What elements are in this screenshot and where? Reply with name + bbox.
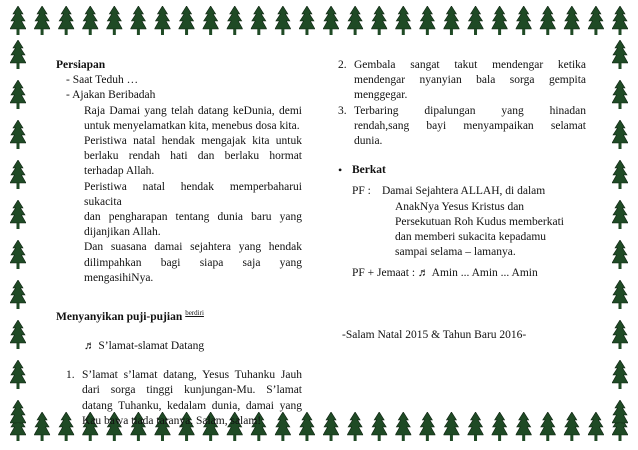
christmas-tree-icon — [612, 240, 628, 269]
christmas-tree-icon — [492, 412, 508, 441]
christmas-tree-icon — [540, 412, 556, 441]
ajakan-line: Peristiwa natal hendak memperbaharui sukacita — [84, 180, 302, 208]
christmas-tree-icon — [227, 6, 243, 35]
verse-2 — [338, 58, 586, 104]
left-column — [56, 58, 302, 429]
christmas-tree-icon — [10, 240, 26, 269]
christmas-tree-icon — [588, 6, 604, 35]
verse-number: 1. — [66, 369, 75, 382]
verse-line: dari sorga tinggi kunjungan-Mu. S’lamat — [82, 384, 302, 397]
verse-line: Kau bawa tiada taranya. Salam, salam! — [82, 414, 262, 427]
berkat-line: Persekutuan Roh Kudus memberkati — [395, 215, 564, 228]
section-heading — [56, 306, 302, 325]
berkat-line: dan memberi sukacita kepadamu — [395, 231, 547, 244]
persiapan-heading: Persiapan — [56, 59, 106, 71]
verse-line: mendengar nyanyian bala sorga gempita — [354, 74, 586, 87]
christmas-tree-icon — [347, 6, 363, 35]
christmas-tree-icon — [612, 360, 628, 389]
christmas-tree-icon — [419, 6, 435, 35]
ajakan-line: untuk menyelamatkan kita, menebus dosa kita. — [84, 119, 300, 132]
verse-number: 2. — [338, 59, 347, 71]
ajakan-line: terhadap Allah. — [84, 165, 155, 178]
christmas-tree-icon — [179, 6, 195, 35]
christmas-tree-icon — [564, 412, 580, 441]
christmas-tree-icon — [419, 412, 435, 441]
ajakan-line: Raja Damai yang telah datang keDunia, demi — [84, 104, 302, 117]
christmas-tree-icon — [516, 6, 532, 35]
ajakan-line: Dan suasana damai sejahtera yang hendak — [84, 241, 302, 254]
ajakan-line: dan pengharapan tentang dunia baru yang — [84, 211, 302, 224]
christmas-tree-icon — [468, 412, 484, 441]
christmas-tree-icon — [492, 6, 508, 35]
christmas-tree-icon — [612, 320, 628, 349]
congregation-response: PF + Jemaat : ♬ Amin ... Amin ... Amin — [352, 267, 538, 280]
christmas-tree-icon — [34, 6, 50, 35]
song-title: ♬ S’lamat-slamat Datang — [84, 340, 205, 353]
christmas-tree-icon — [612, 120, 628, 149]
christmas-tree-icon — [251, 6, 267, 35]
christmas-tree-icon — [516, 412, 532, 441]
verse-1 — [56, 368, 302, 429]
verse-3 — [338, 104, 586, 150]
verse-number: 3. — [338, 104, 347, 117]
christmas-tree-icon — [10, 6, 26, 35]
christmas-tree-icon — [395, 6, 411, 35]
christmas-tree-icon — [612, 80, 628, 109]
verse-line: S’lamat s’lamat datang, Yesus Tuhanku Jauh — [82, 369, 302, 382]
bullet-icon: • — [338, 163, 343, 178]
ajakan-line: berlaku rendah hati dan berlaku hormat — [84, 150, 302, 163]
christmas-tree-icon — [468, 6, 484, 35]
verse-line: rendah,sang bayi menyampaikan selamat — [354, 119, 586, 132]
christmas-tree-icon — [34, 412, 50, 441]
christmas-tree-icon — [347, 412, 363, 441]
closing-greeting: -Salam Natal 2015 & Tahun Baru 2016- — [342, 328, 527, 341]
christmas-tree-icon — [58, 6, 74, 35]
berkat-heading — [338, 163, 586, 178]
christmas-tree-icon — [395, 412, 411, 441]
christmas-tree-icon — [443, 6, 459, 35]
section-note: berdiri — [185, 309, 204, 318]
christmas-tree-icon — [10, 280, 26, 309]
ajakan-line: Peristiwa natal hendak mengajak kita untuk — [84, 135, 302, 148]
christmas-tree-icon — [10, 160, 26, 189]
christmas-tree-icon — [10, 120, 26, 149]
verse-line: dunia. — [354, 135, 383, 148]
ajakan-line: dijanjikan Allah. — [84, 226, 161, 239]
christmas-tree-icon — [10, 320, 26, 349]
christmas-tree-icon — [10, 80, 26, 109]
christmas-tree-icon — [540, 6, 556, 35]
christmas-tree-icon — [371, 6, 387, 35]
christmas-tree-icon — [275, 6, 291, 35]
christmas-tree-icon — [323, 6, 339, 35]
berkat-line: AnakNya Yesus Kristus dan — [395, 200, 525, 213]
preparation-item-ajakan: - Ajakan Beribadah — [66, 89, 156, 102]
christmas-tree-icon — [371, 412, 387, 441]
verse-line: Terbaring dipalungan yang hinadan — [354, 104, 586, 117]
pf-label: PF : — [352, 185, 371, 198]
christmas-tree-icon — [10, 40, 26, 69]
christmas-tree-icon — [82, 6, 98, 35]
christmas-tree-icon — [323, 412, 339, 441]
christmas-tree-icon — [612, 40, 628, 69]
verse-line: menggegar. — [354, 89, 408, 102]
christmas-tree-icon — [130, 6, 146, 35]
christmas-tree-icon — [154, 6, 170, 35]
christmas-tree-icon — [612, 280, 628, 309]
ajakan-line: dilimpahkan bagi siapa saja yang — [84, 256, 302, 269]
christmas-tree-icon — [612, 160, 628, 189]
christmas-tree-icon — [10, 360, 26, 389]
christmas-tree-icon — [588, 412, 604, 441]
christmas-tree-icon — [443, 412, 459, 441]
ajakan-line: mengasihiNya. — [84, 271, 154, 284]
christmas-tree-icon — [564, 6, 580, 35]
christmas-tree-icon — [106, 6, 122, 35]
christmas-tree-icon — [299, 6, 315, 35]
berkat-line: sampai selama – lamanya. — [395, 246, 516, 259]
preparation-item-saat-teduh: - Saat Teduh … — [66, 74, 139, 87]
right-column — [338, 58, 586, 343]
berkat-line: Damai Sejahtera ALLAH, di dalam — [382, 185, 546, 198]
christmas-tree-icon — [203, 6, 219, 35]
christmas-tree-icon — [612, 200, 628, 229]
berkat-blessing — [338, 184, 586, 260]
section-title: Menyanyikan puji-pujian — [56, 310, 183, 323]
christmas-tree-icon — [612, 6, 628, 35]
ajakan-text — [56, 104, 302, 286]
christmas-tree-icon — [10, 200, 26, 229]
berkat-title: Berkat — [352, 164, 386, 177]
verse-line: datang Tuhanku, kedalam dunia, damai yang — [82, 399, 302, 412]
verse-line: Gembala sangat takut mendengar ketika — [354, 59, 586, 71]
